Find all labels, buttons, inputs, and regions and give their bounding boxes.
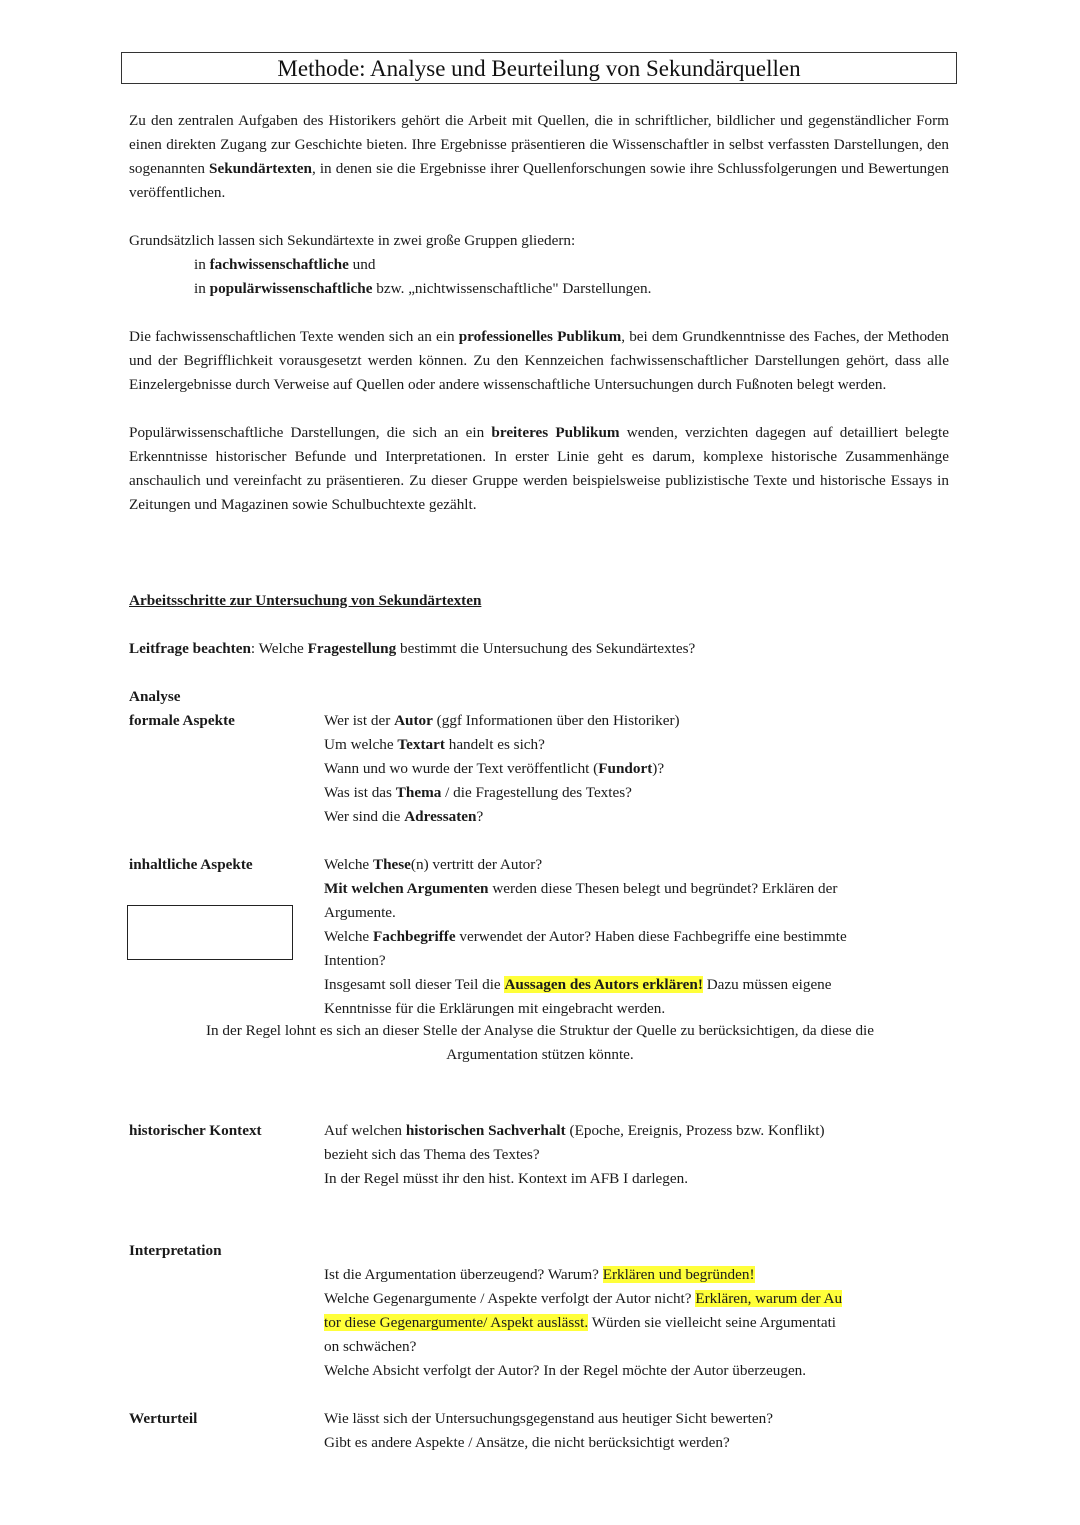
leitfrage: Leitfrage beachten: Welche Fragestellung bestimmt die Untersuchung des Sekundärtextes? (129, 640, 696, 657)
context-label: historischer Kontext (129, 1122, 262, 1139)
context-list: Auf welchen historischen Sachverhalt (Epoche, Ereignis, Prozess bzw. Konflikt) bezieht sich das Thema des Textes? In der Regel müsst ihr den hist. Kontext im AFB I darlegen. (324, 1122, 825, 1187)
groups-lead: Grundsätzlich lassen sich Sekundärtexte in zwei große Gruppen gliedern: (129, 232, 576, 249)
formal-item: Wer ist der Autor (ggf Informationen über den Historiker) (324, 712, 680, 729)
formal-item: Was ist das Thema / die Fragestellung des Textes? (324, 784, 632, 801)
formal-item: Wer sind die Adressaten? (324, 808, 484, 825)
empty-box (127, 905, 293, 960)
formal-aspects-list (324, 709, 950, 829)
werturteil-label: Werturteil (129, 1410, 198, 1427)
steps-heading: Arbeitsschritte zur Untersuchung von Sekundärtexten (129, 592, 482, 609)
groups-section (129, 229, 949, 301)
interpretation-list: Ist die Argumentation überzeugend? Warum? Erklären und begründen! Welche Gegenargumente / Aspekte verfolgt der Autor nicht? Erklären, warum der Au tor diese Gegenargumente/ Aspekt auslässt. Würden sie vielleicht seine Argumentati on schwächen? Welche Absicht verfolgt der Autor? In der Regel möchte der Autor überzeugen. (324, 1266, 843, 1379)
content-aspects-list: Welche These(n) vertritt der Autor? Mit welchen Argumenten werden diese Thesen belegt und begründet? Erklären der Argumente. Welche Fachbegriffe verwendet der Autor? Haben diese Fachbegriffe eine bestimmte Intention? Insgesamt soll dieser Teil die Aussagen des Autors erklären! Dazu müssen eigene Kenntnisse für die Erklärungen mit eingebracht werden. (324, 856, 847, 1017)
highlight: tor diese Gegenargumente/ Aspekt auslässt. (324, 1314, 589, 1331)
highlight: Aussagen des Autors erklären! (504, 976, 703, 993)
broad-audience: breiteres Publikum (491, 424, 620, 441)
analyse-heading: Analyse (129, 688, 181, 705)
details-paragraph-1: Die fachwissenschaftlichen Texte wenden sich an ein professionelles Publikum, bei dem Grundkenntnisse des Faches, der Methoden und der Begrifflichkeit vorausgesetzt werden können. Zu den Kennzeichen fachwissenschaftlicher Darstellungen gehört, dass alle Einzelergebnisse durch Verweise auf Quellen oder andere wissenschaftliche Untersuchungen durch Fußnoten belegt werden. (129, 328, 949, 393)
details-paragraph-2: Populärwissenschaftliche Darstellungen, die sich an ein breiteres Publikum wenden, verzichten dagegen auf detailliert belegte Erkenntnisse historischer Befunde und Interpretationen. In erster Linie geht es darum, komplexe historische Zusammenhänge anschaulich und vereinfacht zu präsentieren. Zu dieser Gruppe werden beispielsweise publizistische Texte und historische Essays in Zeitungen und Magazinen sowie Schulbuchtexte gezählt. (129, 424, 949, 513)
werturteil-list: Wie lässt sich der Untersuchungsgegenstand aus heutiger Sicht bewerten? Gibt es andere Aspekte / Ansätze, die nicht berücksichtigt werden? (324, 1410, 773, 1451)
highlight: Erklären, warum der Au (695, 1290, 843, 1307)
intro-paragraph (129, 109, 949, 205)
group-item-1: in fachwissenschaftliche und (194, 256, 376, 273)
formal-item: Wann und wo wurde der Text veröffentlicht (Fundort)? (324, 760, 665, 777)
formal-item: Um welche Textart handelt es sich? (324, 736, 545, 753)
formal-aspects-label: formale Aspekte (129, 712, 235, 729)
structure-note: In der Regel lohnt es sich an dieser Stelle der Analyse die Struktur der Quelle zu berücksichtigen, da diese die Argumentation stützen könnte. (205, 1022, 875, 1063)
page-title: Methode: Analyse und Beurteilung von Sekundärquellen (121, 52, 957, 84)
professional-audience: professionelles Publikum (458, 328, 622, 345)
intro-text: Zu den zentralen Aufgaben des Historikers gehört die Arbeit mit Quellen, die in schriftlicher, bildlicher und gegenständlicher Form einen direkten Zugang zur Geschichte bieten. Ihre Ergebnisse präsentieren die Wissenschaftler in selbst verfassten Darstellungen, den sogenannten (129, 112, 949, 177)
interpretation-label: Interpretation (129, 1242, 222, 1259)
group-item-2: in populärwissenschaftliche bzw. „nichtwissenschaftliche" Darstellungen. (194, 280, 652, 297)
content-aspects-label: inhaltliche Aspekte (129, 856, 253, 873)
highlight: Erklären und begründen! (602, 1266, 755, 1283)
intro-bold-term: Sekundärtexten (209, 160, 312, 177)
intro-text-end: , in denen sie die Ergebnisse ihrer Quellenforschungen sowie ihre Schlussfolgerungen und Bewertungen veröffentlichen. (129, 160, 949, 201)
